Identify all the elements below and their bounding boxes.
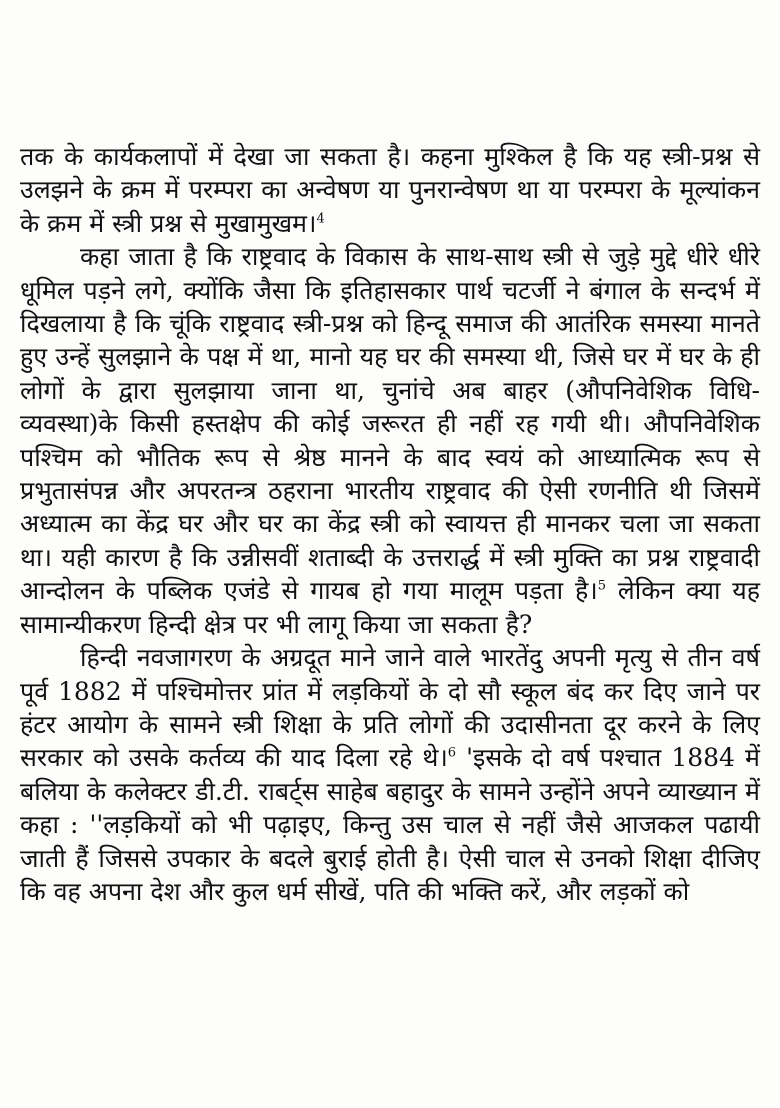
footnote-ref-4: 4	[316, 211, 325, 227]
paragraph-2-after: लेकिन क्या यह सामान्यीकरण हिन्दी क्षेत्र पर भी लागू किया जा सकता है?	[20, 576, 761, 639]
paragraph-3-text: हिन्दी नवजागरण के अग्रदूत माने जाने वाले भारतेंदु अपनी मृत्यु से तीन वर्ष पूर्व 1882 में पश्चिमोत्तर प्रांत में लड़कियों के दो सौ स्कूल बंद कर दिए जाने पर हंटर आयोग के सामने स्त्री शिक्षा के प्रति लोगों की उदासीनता दूर करने के लिए सरकार को उसके कर्तव्य की याद दिला रहे थे।	[20, 643, 760, 773]
footnote-ref-5: 5	[597, 578, 606, 594]
paragraph-2	[20, 240, 760, 641]
paragraph-2-text: कहा जाता है कि राष्ट्रवाद के विकास के साथ-साथ स्त्री से जुड़े मुद्दे धीरे धीरे धूमिल पड़ने लगे, क्योंकि जैसा कि इतिहासकार पार्थ चटर्जी ने बंगाल के सन्दर्भ में दिखलाया है कि चूंकि राष्ट्रवाद स्त्री-प्रश्न को हिन्दू समाज की आतंरिक समस्या मानते हुए उन्हें सुलझाने के पक्ष में था, मानो यह घर की समस्या थी, जिसे घर में घर के ही लोगों के द्वारा सुलझाया जाना था, चुनांचे अब बाहर (औपनिवेशिक विधि-व्यवस्था)के किसी हस्तक्षेप की कोई जरूरत ही नहीं रह गयी थी। औपनिवेशिक पश्चिम को भौतिक रूप से श्रेष्ठ मानने के बाद स्वयं को आध्यात्मिक रूप से प्रभुतासंपन्न और अपरतन्त्र ठहराना भारतीय राष्ट्रवाद की ऐसी रणनीति थी जिसमें अध्यात्म का केंद्र घर और घर का केंद्र स्त्री को स्वायत्त ही मानकर चला जा सकता था। यही कारण है कि उन्नीसवीं शताब्दी के उत्तरार्द्ध में स्त्री मुक्ति का प्रश्न राष्ट्रवादी आन्दोलन के पब्लिक एजंडे से गायब हो गया मालूम पड़ता है।	[20, 242, 760, 606]
paragraph-3-after: 'इसके दो वर्ष पश्चात 1884 में बलिया के कलेक्टर डी.टी. राबर्ट्स साहेब बहादुर के सामने उन्होंने अपने व्याख्यान में कहा : ''लड़कियों को भी पढ़ाइए, किन्तु उस चाल से नहीं जैसे आजकल पढायी जाती हैं जिससे उपकार के बदले बुराई होती है। ऐसी चाल से उनको शिक्षा दीजिए कि वह अपना देश और कुल धर्म सीखें, पति की भक्ति करें, और लड़कों को	[20, 743, 760, 906]
body-text	[20, 140, 760, 908]
paragraph-1	[20, 140, 760, 240]
footnote-ref-6: 6	[447, 745, 457, 761]
paragraph-3	[20, 641, 760, 908]
paragraph-1-text: तक के कार्यकलापों में देखा जा सकता है। कहना मुश्किल है कि यह स्त्री-प्रश्न से उलझने के क्रम में परम्परा का अन्वेषण या पुनरान्वेषण था या परम्परा के मूल्यांकन के क्रम में स्त्री प्रश्न से मुखामुखम।	[20, 142, 760, 238]
